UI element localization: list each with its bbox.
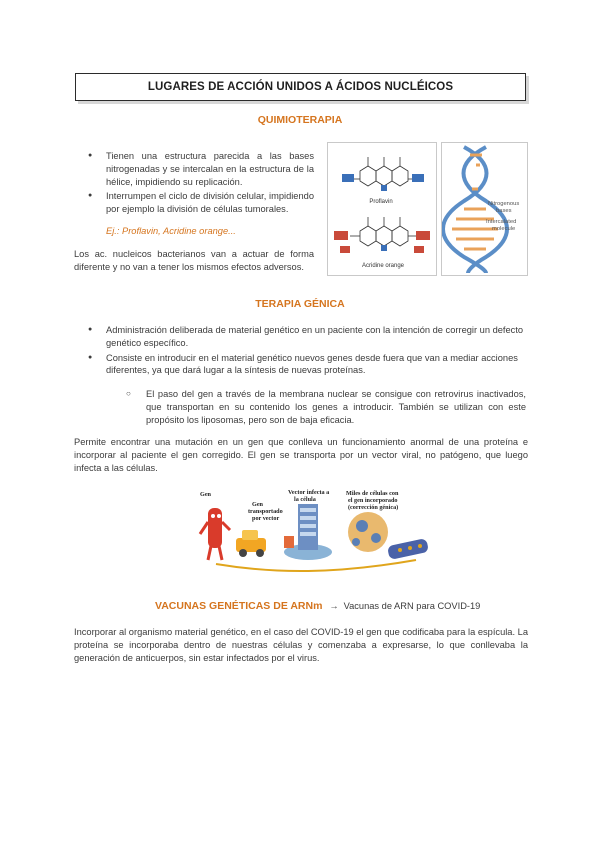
list-item: ○ El paso del gen a través de la membrana nuclear se consigue con retrovirus inactivados, que transportan en su contenido los genes a introducir. También se utilizan con este propósito los liposomas, pero son de baja eficacia. bbox=[126, 388, 526, 426]
chemical-structures-figure bbox=[327, 142, 437, 276]
quimioterapia-bullet-list bbox=[84, 150, 314, 218]
label-vector-2: la célula bbox=[294, 496, 316, 503]
list-item: ● Tienen una estructura parecida a las bases nitrogenadas y se intercalan en la estructura de la hélice, impidiendo su replicación. bbox=[84, 150, 314, 188]
quimioterapia-paragraph: Los ac. nucleicos bacterianos van a actuar de forma diferente y no van a tener los mismos efectos adversos. bbox=[74, 249, 314, 272]
label-cells-3: (corrección génica) bbox=[348, 504, 399, 511]
vacunas-aside: Vacunas de ARN para COVID-19 bbox=[343, 601, 481, 611]
label-gen-transport-2: transportado bbox=[248, 508, 283, 515]
chemical-structures-drawing bbox=[328, 143, 436, 275]
dna-helix-figure bbox=[441, 142, 528, 276]
dna-label-nitrogenous: Nitrogenous bbox=[488, 201, 520, 207]
gene-therapy-illustration bbox=[196, 486, 440, 574]
terapia-sub-bullet-list bbox=[126, 388, 526, 426]
dna-label-intercalated: Intercalated bbox=[486, 219, 517, 225]
list-item: ● Administración deliberada de material genético en un paciente con la intención de corregir un defecto genético específico. bbox=[84, 324, 528, 350]
label-cells-1: Miles de células con bbox=[346, 490, 399, 497]
section-heading-quimioterapia: QUIMIOTERAPIA bbox=[257, 114, 343, 126]
acridine-orange-label: Acridine orange bbox=[361, 263, 405, 269]
label-gen: Gen bbox=[200, 491, 212, 498]
section-heading-terapia-genica: TERAPIA GÉNICA bbox=[255, 298, 345, 310]
gene-therapy-drawing bbox=[196, 486, 440, 574]
dna-helix-drawing bbox=[442, 143, 527, 275]
proflavin-label: Proflavin bbox=[369, 199, 393, 205]
label-cells-2: el gen incorporado bbox=[348, 497, 398, 504]
vacunas-paragraph: Incorporar al organismo material genético, en el caso del COVID-19 el gen que codificaba para la espícula. La proteína se incorporaba dentro de nuestras células y comenzaba a expresarse, lo que conllevaba la generación de anticuerpos, sin estar infectados por el virus. bbox=[74, 627, 528, 663]
dna-label-molecule: molecule bbox=[492, 226, 516, 232]
list-item: ● Consiste en introducir en el material genético nuevos genes desde fuera que van a mediar acciones diferentes, ya que dará lugar a la síntesis de nuevas proteínas. bbox=[84, 352, 528, 378]
terapia-bullet-list bbox=[84, 324, 528, 379]
document-title: LUGARES DE ACCIÓN UNIDOS A ÁCIDOS NUCLÉICOS bbox=[75, 73, 526, 101]
vacunas-heading-line bbox=[155, 600, 480, 612]
label-gen-transport-3: por vector bbox=[252, 515, 280, 522]
label-gen-transport-1: Gen bbox=[252, 501, 264, 508]
arrow-glyph: → bbox=[329, 601, 339, 611]
dna-label-bases: bases bbox=[496, 208, 512, 214]
list-item: ● Interrumpen el ciclo de división celular, impidiendo por ejemplo la división de células tumorales. bbox=[84, 190, 314, 216]
label-vector-1: Vector infecta a bbox=[288, 489, 330, 496]
example-text: Ej.: Proflavin, Acridine orange... bbox=[106, 226, 236, 236]
terapia-paragraph: Permite encontrar una mutación en un gen que conlleva un funcionamiento anormal de una proteína e incorporar al paciente el gen corregido. El gen se transporta por un vector viral, no patógeno, que luego infecta a las células. bbox=[74, 437, 528, 473]
section-heading-vacunas: VACUNAS GENÉTICAS DE ARNm bbox=[155, 600, 323, 612]
